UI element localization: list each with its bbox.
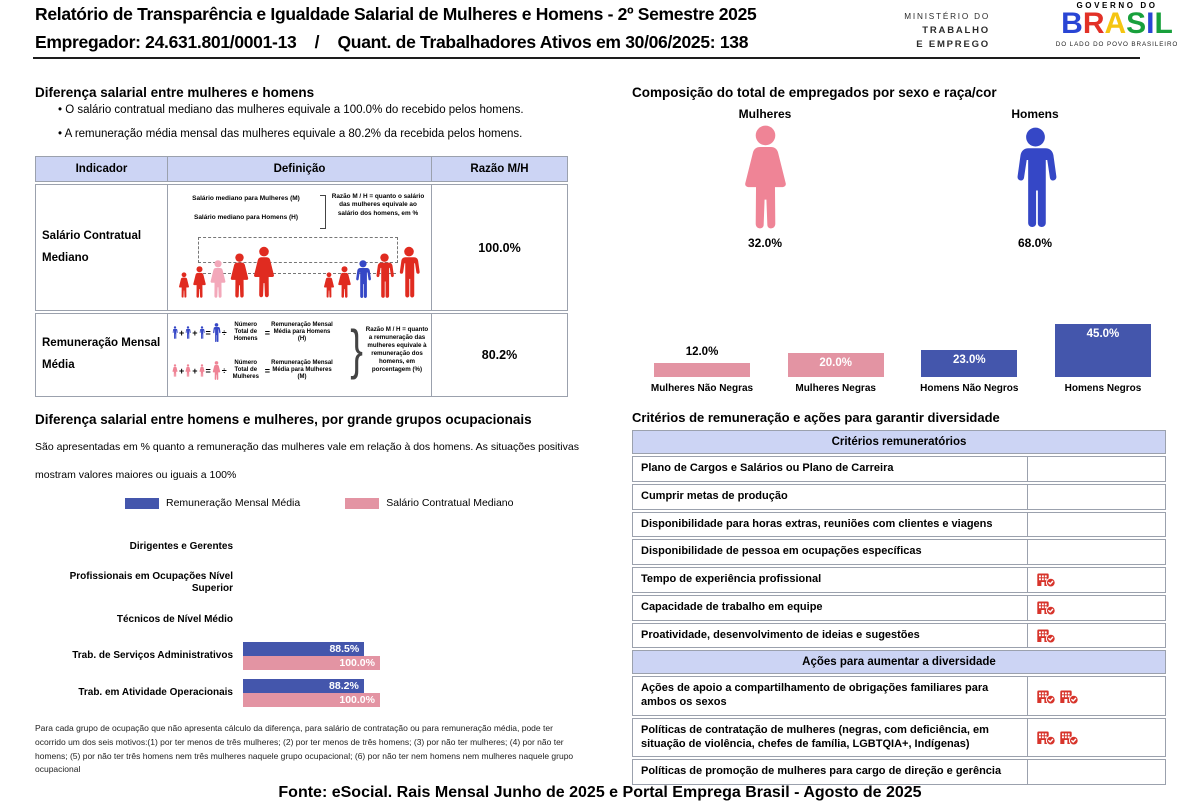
section-title-salary-diff: Diferença salarial entre mulheres e homens: [35, 85, 315, 100]
brasil-letter: R: [1082, 7, 1105, 40]
divide-sign: ÷: [221, 327, 227, 338]
diagram-note: Razão M / H = quanto o salário das mulheres equivale ao salário dos homens, em %: [331, 193, 425, 217]
criteria-status-cell: [1028, 595, 1166, 621]
criteria-section-header: Ações para aumentar a diversidade: [632, 650, 1166, 674]
bar: [654, 363, 750, 377]
female-share-value: 32.0%: [747, 236, 783, 250]
woman-figure-icon-highlight: [209, 260, 227, 298]
man-figure-icon: [397, 246, 421, 298]
occupational-bar-chart: [35, 528, 580, 711]
plus-sign: +: [192, 327, 198, 338]
woman-figure-icon: [252, 246, 276, 298]
legend-label: Salário Contratual Mediano: [386, 497, 514, 509]
diagram-label-women: Salário mediano para Mulheres (M): [192, 195, 300, 202]
bar-category-label: Mulheres Negras: [795, 383, 876, 394]
legend-swatch: [345, 498, 379, 509]
male-group-label: Homens: [1011, 107, 1059, 121]
criteria-row: [632, 484, 1166, 510]
employer-info: Empregador: 24.631.801/0001-13 / Quant. de Trabalhadores Ativos em 30/06/2025: 138: [35, 32, 749, 52]
bar: [1055, 324, 1151, 377]
man-figure-icon-highlight: [354, 260, 372, 298]
occupational-row: [35, 528, 580, 565]
brasil-letter: S: [1126, 7, 1147, 40]
brasil-letter: L: [1154, 7, 1173, 40]
composition-bar-column: [774, 298, 898, 394]
legend-label: Remuneração Mensal Média: [166, 497, 301, 509]
women-figures-group: [178, 246, 276, 298]
criteria-label: Políticas de promoção de mulheres para cargo de direção e gerência: [632, 759, 1028, 785]
diagram-note: Razão M / H = quanto a remuneração das mulheres equivale à remuneração dos homens, em porcentagem (%): [365, 326, 429, 374]
result-men-label: Remuneração Mensal Média para Homens (H): [271, 322, 333, 343]
man-figure-icon: [199, 326, 205, 339]
criteria-label: Ações de apoio a compartilhamento de obrigações familiares para ambos os sexos: [632, 676, 1028, 716]
company-check-icon: [1036, 599, 1056, 616]
ministry-line3: E EMPREGO: [916, 39, 990, 51]
criteria-row: [632, 623, 1166, 649]
composition-bar-zone: [907, 298, 1031, 377]
bullet-item: • O salário contratual mediano das mulheres equivale a 100.0% do recebido pelos homens.: [58, 104, 524, 116]
governo-do-brasil-logo: [1038, 1, 1196, 48]
criteria-row: [632, 759, 1166, 785]
criteria-row: [632, 595, 1166, 621]
occupation-group-label: Profissionais em Ocupações Nível Superior: [69, 571, 233, 594]
plus-sign: +: [179, 365, 185, 376]
gov-logo-top-text: GOVERNO DO: [1076, 1, 1158, 10]
bullet-item: • A remuneração média mensal das mulheres equivale a 80.2% da recebida pelos homens.: [58, 128, 523, 140]
section-title-criteria: Critérios de remuneração e ações para garantir diversidade: [632, 410, 1000, 425]
company-check-icon: [1036, 571, 1056, 588]
legend-swatch: [125, 498, 159, 509]
composition-bar-zone: [1041, 298, 1165, 377]
occupational-footnote: Para cada grupo de ocupação que não apresenta cálculo da diferença, para salário de contratação ou para remuneração média, pode ter ocorrido um dos seis motivos:(1) por ter menos de três mulheres; (2) por ter menos de três homens; (3) por não ter mulheres; (4) por não ter homens; (5) por não ter três homens nem três mulheres naquele grupo ocupacional; (6) por não ter nem homens nem mulheres naquele grupo ocupacional: [35, 723, 574, 775]
composition-bar-zone: [774, 298, 898, 377]
bar: [921, 350, 1017, 377]
indicator-label: Remuneração Mensal Média: [42, 337, 161, 371]
male-share-value: 68.0%: [1017, 236, 1053, 250]
bar-value-label: 45.0%: [1086, 327, 1120, 340]
criteria-row: [632, 456, 1166, 482]
female-figure-icon: [741, 125, 790, 229]
table-row-salario-mediano: [35, 184, 568, 311]
criteria-row: [632, 512, 1166, 538]
occupational-subtitle-line1: São apresentadas em % quanto a remuneração das mulheres vale em relação à dos homens. As situações positivas: [35, 441, 579, 453]
criteria-label: Capacidade de trabalho em equipe: [632, 595, 1028, 621]
criteria-table: [632, 430, 1166, 787]
man-figure-icon: [374, 253, 395, 298]
bar-category-label: Homens Não Negros: [920, 383, 1019, 394]
occupational-row: [35, 565, 580, 602]
equals-sign: =: [205, 365, 211, 376]
occupation-group-label: Técnicos de Nível Médio: [116, 613, 233, 625]
legend-item: [345, 497, 513, 509]
criteria-row: [632, 539, 1166, 565]
occupation-bars: [243, 642, 580, 670]
composition-bar-column: [907, 298, 1031, 394]
composition-bar-column: [640, 298, 764, 394]
brace-shape: }: [350, 320, 363, 382]
women-formula-row: [172, 360, 333, 382]
occupational-subtitle-line2: mostram valores maiores ou iguais a 100%: [35, 469, 237, 481]
man-figure-icon: [185, 326, 191, 339]
criteria-row: [632, 718, 1166, 758]
criteria-label: Disponibilidade para horas extras, reuniões com clientes e viagens: [632, 512, 1028, 538]
occupational-row: [35, 601, 580, 638]
bar-value-label: 12.0%: [685, 345, 719, 358]
bar-category-label: Homens Negros: [1064, 383, 1142, 394]
criteria-status-cell: [1028, 456, 1166, 482]
equals-sign: =: [264, 327, 271, 338]
company-check-icon: [1059, 729, 1079, 746]
ratio-value: 80.2%: [481, 348, 518, 362]
woman-figure-icon: [199, 364, 205, 377]
legend-item: [125, 497, 300, 509]
criteria-label: Políticas de contratação de mulheres (negras, com deficiência, em situação de violência, chefes de família, LGBTQIA+, Indígenas): [632, 718, 1028, 758]
criteria-row: [632, 567, 1166, 593]
brasil-letter: A: [1104, 7, 1127, 40]
men-figures-group: [323, 246, 421, 298]
indicator-label: Salário Contratual Mediano: [42, 229, 142, 264]
woman-figure-icon: [192, 266, 207, 298]
woman-figure-icon: [172, 364, 178, 377]
occupation-group-label: Trab. em Atividade Operacionais: [78, 686, 233, 698]
criteria-status-cell: [1028, 484, 1166, 510]
criteria-section-header: Critérios remuneratórios: [632, 430, 1166, 454]
occupational-legend: [125, 497, 513, 509]
diagram-label-men: Salário mediano para Homens (H): [193, 214, 299, 221]
ministry-line1: MINISTÉRIO DO: [904, 12, 990, 21]
brasil-wordmark: [1038, 7, 1196, 40]
bar-value-label: 23.0%: [953, 353, 986, 366]
composition-bar-zone: [640, 298, 764, 377]
header-divider: [33, 57, 1140, 59]
criteria-label: Tempo de experiência profissional: [632, 567, 1028, 593]
criteria-status-cell: [1028, 539, 1166, 565]
criteria-row: [632, 676, 1166, 716]
equals-sign: =: [264, 365, 271, 376]
female-group-label: Mulheres: [738, 107, 792, 121]
ratio-value: 100.0%: [478, 240, 521, 255]
section-title-composition: Composição do total de empregados por sexo e raça/cor: [632, 85, 997, 100]
male-figure-icon: [1012, 125, 1059, 229]
divide-women-label: Número Total de Mulheres: [232, 360, 259, 381]
median-salary-bar: 100.0%: [243, 693, 380, 707]
median-salary-diagram: [167, 185, 432, 310]
brasil-letter: B: [1061, 7, 1083, 40]
criteria-status-cell: [1028, 676, 1166, 716]
composition-bar-chart: [640, 298, 1165, 394]
company-check-icon: [1036, 627, 1056, 644]
woman-figure-icon: [178, 272, 190, 298]
composition-bar-column: [1041, 298, 1165, 394]
man-figure-icon: [212, 323, 221, 342]
gov-logo-tagline: DO LADO DO POVO BRASILEIRO: [1055, 40, 1179, 48]
page-title: Relatório de Transparência e Igualdade Salarial de Mulheres e Homens - 2º Semestre 2025: [35, 4, 757, 24]
criteria-status-cell: [1028, 718, 1166, 758]
criteria-label: Cumprir metas de produção: [632, 484, 1028, 510]
bar-category-label: Mulheres Não Negras: [650, 383, 754, 394]
col-header-indicador: Indicador: [75, 163, 128, 175]
remuneration-bar: 88.2%: [243, 679, 364, 693]
woman-figure-icon: [337, 266, 352, 298]
occupational-row: [35, 638, 580, 675]
ministry-logo: [845, 11, 990, 53]
divide-sign: ÷: [221, 365, 227, 376]
ministry-line2: TRABALHO: [922, 24, 990, 36]
salary-indicator-table: [35, 156, 568, 399]
source-footer: Fonte: eSocial. Rais Mensal Junho de 2025 e Portal Emprega Brasil - Agosto de 2025: [278, 784, 922, 801]
section-title-occupational: Diferença salarial entre homens e mulheres, por grande grupos ocupacionais: [35, 412, 532, 427]
criteria-status-cell: [1028, 512, 1166, 538]
woman-figure-icon: [185, 364, 191, 377]
equals-sign: =: [205, 327, 211, 338]
table-header-row: [35, 156, 568, 182]
remuneration-bar: 88.5%: [243, 642, 364, 656]
result-women-label: Remuneração Mensal Média para Mulheres (M): [271, 360, 333, 381]
company-check-icon: [1036, 729, 1056, 746]
plus-sign: +: [192, 365, 198, 376]
median-salary-bar: 100.0%: [243, 656, 380, 670]
col-header-razao: Razão M/H: [470, 163, 529, 175]
occupation-group-label: Trab. de Serviços Administrativos: [72, 650, 233, 662]
bracket-shape: [320, 195, 326, 229]
criteria-status-cell: [1028, 623, 1166, 649]
plus-sign: +: [179, 327, 185, 338]
col-header-definicao: Definição: [167, 157, 432, 181]
woman-figure-icon: [323, 272, 335, 298]
company-check-icon: [1036, 688, 1056, 705]
criteria-label: Plano de Cargos e Salários ou Plano de Carreira: [632, 456, 1028, 482]
occupational-row: [35, 674, 580, 711]
divide-men-label: Número Total de Homens: [233, 322, 258, 343]
criteria-label: Proatividade, desenvolvimento de ideias e sugestões: [632, 623, 1028, 649]
criteria-label: Disponibilidade de pessoa em ocupações específicas: [632, 539, 1028, 565]
occupation-bars: [243, 679, 580, 707]
woman-figure-icon: [229, 253, 250, 298]
man-figure-icon: [172, 326, 178, 339]
bar-value-label: 20.0%: [819, 357, 852, 370]
brasil-letter: I: [1146, 7, 1155, 40]
salary-diff-bullets: [58, 104, 578, 152]
criteria-status-cell: [1028, 759, 1166, 785]
mean-remuneration-diagram: [167, 314, 432, 396]
table-row-remuneracao-media: [35, 313, 568, 397]
occupation-group-label: Dirigentes e Gerentes: [129, 540, 233, 552]
criteria-status-cell: [1028, 567, 1166, 593]
company-check-icon: [1059, 688, 1079, 705]
bar: [788, 353, 884, 377]
men-formula-row: [172, 322, 333, 344]
woman-figure-icon: [212, 361, 221, 380]
